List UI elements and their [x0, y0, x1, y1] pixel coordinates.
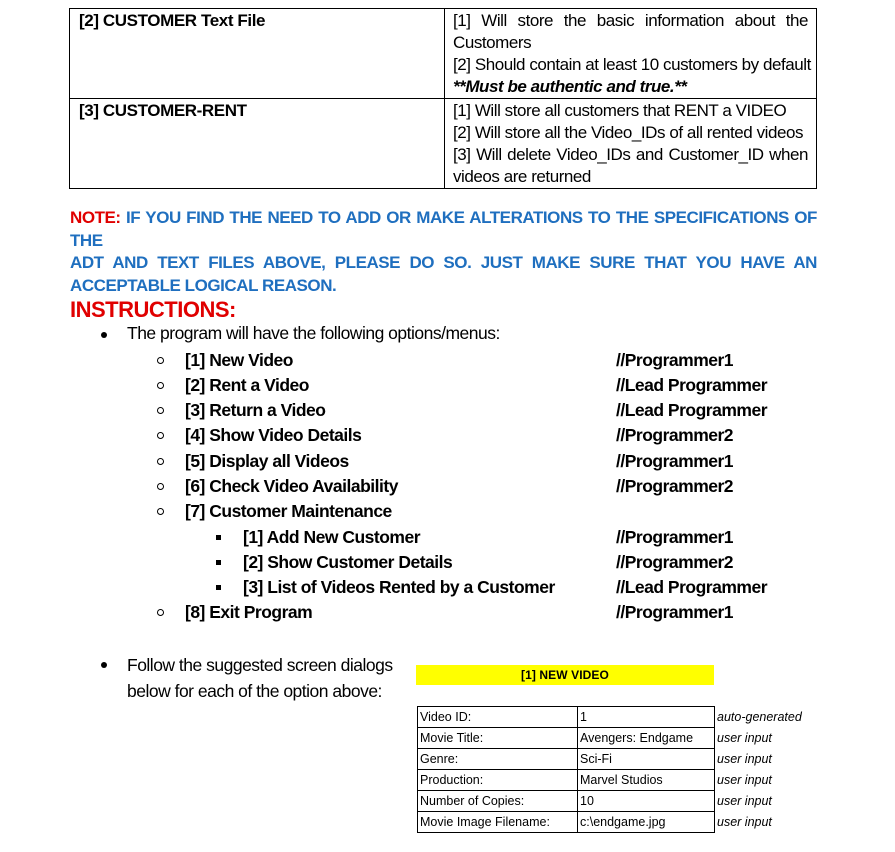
dialog-field-note: user input: [717, 794, 772, 808]
spec-line: videos are returned: [453, 167, 591, 186]
dialog-field-label: Number of Copies:: [418, 791, 578, 812]
dialog-field-label: Video ID:: [418, 707, 578, 728]
menu-assignee: //Lead Programmer: [616, 375, 767, 395]
bullet-text: below for each of the option above:: [127, 681, 382, 701]
submenu-option: [3] List of Videos Rented by a Customer: [243, 577, 555, 597]
spec-line: [3] Will delete Video_IDs and Customer_ID when: [453, 145, 808, 164]
menu-assignee: //Programmer1: [616, 602, 734, 622]
note-line-1: [70, 207, 817, 252]
square-bullet-icon: [216, 585, 221, 590]
spec-line-emphasis: **Must be authentic and true.**: [453, 77, 687, 96]
submenu-assignee: //Lead Programmer: [616, 577, 767, 597]
spec-label: [2] CUSTOMER Text File: [79, 11, 266, 30]
spec-line: [2] Should contain at least 10 customers by default: [453, 55, 811, 74]
note-prefix: NOTE:: [70, 208, 121, 227]
bullet-text: The program will have the following options/menus:: [127, 323, 500, 343]
menu-assignee: //Programmer1: [616, 451, 734, 471]
menu-assignee: //Lead Programmer: [616, 400, 767, 420]
spec-line: Customers: [453, 33, 532, 52]
dialog-table: [417, 706, 819, 833]
menu-assignee: //Programmer1: [616, 350, 734, 370]
dialog-field-note: auto-generated: [717, 710, 802, 724]
circle-bullet-icon: [157, 357, 164, 364]
square-bullet-icon: [216, 535, 221, 540]
dialog-field-note: user input: [717, 731, 772, 745]
bullet-icon: [101, 662, 107, 668]
dialog-row: [418, 770, 819, 791]
menu-option-exit: [8] Exit Program: [185, 602, 313, 622]
menu-option: [5] Display all Videos: [185, 451, 349, 471]
dialog-row: [418, 791, 819, 812]
circle-bullet-icon: [157, 407, 164, 414]
dialog-field-value: 10: [578, 791, 715, 812]
note-line-3: ACCEPTABLE LOGICAL REASON.: [70, 275, 337, 295]
menu-option: [2] Rent a Video: [185, 375, 309, 395]
menu-option: [4] Show Video Details: [185, 425, 362, 445]
circle-bullet-icon: [157, 483, 164, 490]
dialog-field-label: Movie Image Filename:: [418, 812, 578, 833]
spec-desc-cell: [445, 99, 817, 189]
dialog-title: [1] NEW VIDEO: [416, 665, 714, 685]
submenu-option: [1] Add New Customer: [243, 527, 421, 547]
dialog-field-value: Avengers: Endgame: [578, 728, 715, 749]
circle-bullet-icon: [157, 458, 164, 465]
menu-assignee: //Programmer2: [616, 425, 734, 445]
bullet-icon: [101, 332, 107, 338]
menu-option: [1] New Video: [185, 350, 293, 370]
spec-table: [69, 8, 817, 189]
dialog-row: [418, 728, 819, 749]
spec-label-cell: [70, 99, 445, 189]
submenu-assignee: //Programmer2: [616, 552, 734, 572]
dialog-field-label: Genre:: [418, 749, 578, 770]
spec-label: [3] CUSTOMER-RENT: [79, 101, 247, 120]
spec-line: [2] Will store all the Video_IDs of all rented videos: [453, 123, 804, 142]
dialog-row: [418, 707, 819, 728]
dialog-field-note: user input: [717, 815, 772, 829]
spec-desc-cell: [445, 9, 817, 99]
submenu-option: [2] Show Customer Details: [243, 552, 453, 572]
circle-bullet-icon: [157, 382, 164, 389]
dialog-field-value: 1: [578, 707, 715, 728]
bullet-text: Follow the suggested screen dialogs: [127, 655, 393, 675]
spec-row-customer-rent: [70, 99, 817, 189]
note-text: IF YOU FIND THE NEED TO ADD OR MAKE ALTERATIONS TO THE SPECIFICATIONS OF THE: [70, 208, 817, 250]
circle-bullet-icon: [157, 432, 164, 439]
dialog-row: [418, 812, 819, 833]
dialog-row: [418, 749, 819, 770]
dialog-field-note: user input: [717, 773, 772, 787]
menu-option: [6] Check Video Availability: [185, 476, 398, 496]
spec-line: [1] Will store all customers that RENT a VIDEO: [453, 101, 787, 120]
dialog-field-label: Movie Title:: [418, 728, 578, 749]
menu-option: [3] Return a Video: [185, 400, 326, 420]
note-paragraph: [70, 207, 817, 297]
dialog-field-label: Production:: [418, 770, 578, 791]
spec-row-customer-file: [70, 9, 817, 99]
dialog-field-value: Sci-Fi: [578, 749, 715, 770]
menu-assignee: //Programmer2: [616, 476, 734, 496]
dialog-field-note: user input: [717, 752, 772, 766]
note-line-2: ADT AND TEXT FILES ABOVE, PLEASE DO SO. JUST MAKE SURE THAT YOU HAVE AN: [70, 253, 817, 272]
spec-line: [1] Will store the basic information about the: [453, 11, 808, 30]
spec-label-cell: [70, 9, 445, 99]
submenu-assignee: //Programmer1: [616, 527, 734, 547]
circle-bullet-icon: [157, 609, 164, 616]
dialog-field-value: c:\endgame.jpg: [578, 812, 715, 833]
menu-option: [7] Customer Maintenance: [185, 501, 392, 521]
dialog-field-value: Marvel Studios: [578, 770, 715, 791]
square-bullet-icon: [216, 560, 221, 565]
circle-bullet-icon: [157, 508, 164, 515]
instructions-heading: INSTRUCTIONS:: [70, 297, 236, 322]
